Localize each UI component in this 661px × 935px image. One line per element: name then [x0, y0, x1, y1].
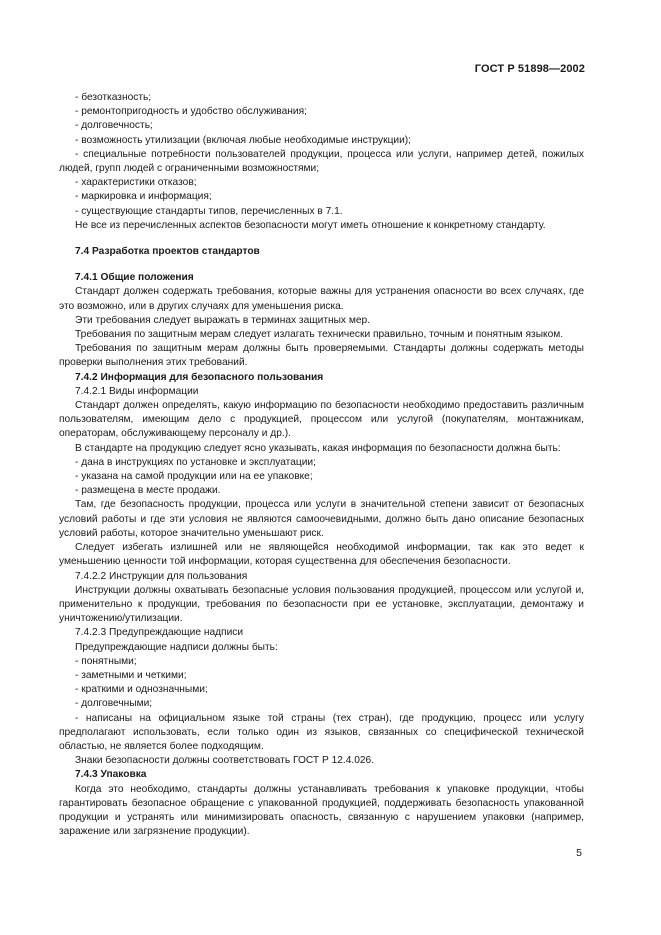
document-code: ГОСТ Р 51898—2002	[474, 63, 585, 75]
paragraph: Требования по защитным мерам следует излагать технически правильно, точным и понятным языком.	[75, 329, 564, 341]
paragraph: Следует избегать излишней или не являющейся необходимой информации, так как это ведет к уменьшению ценности той информации, которая существенна для обеспечения безопасности.	[59, 542, 584, 568]
paragraph: Стандарт должен содержать требования, которые важны для устранения опасности во всех случаях, где это возможно, или в других случаях для уменьшения риска.	[59, 286, 584, 312]
paragraph: Когда это необходимо, стандарты должны устанавливать требования к упаковке продукции, чтобы гарантировать безопасное обращение с упакованной продукцией, поддерживать безопасность упакованной продукции и устранять или минимизировать опасность, связанную с нарушением упаковки (например, заражение или загрязнение продукции).	[59, 783, 584, 838]
list-item: - маркировка и информация;	[75, 191, 212, 203]
list-item: - возможность утилизации (включая любые необходимые инструкции);	[75, 134, 412, 146]
list-item: - специальные потребности пользователей продукции, процесса или услуги, например детей, пожилых людей, групп людей с ограниченными возможностями;	[59, 148, 584, 175]
paragraph: Там, где безопасность продукции, процесса или услуги в значительной степени зависит от безопасных условий работы и где эти условия не являются самоочевидными, должно быть дано описание безопасных условий работы, которое значительно уменьшают риск.	[59, 499, 584, 539]
list-item: - краткими и однозначными;	[75, 684, 208, 696]
list-item: - ремонтопригодность и удобство обслуживания;	[75, 106, 307, 118]
intro-note: Не все из перечисленных аспектов безопасности могут иметь отношение к конкретному стандарту.	[75, 219, 546, 231]
list-item: - долговечными;	[75, 698, 153, 710]
page-number: 5	[576, 847, 582, 859]
section-7-4-2-2-title: 7.4.2.2 Инструкции для пользования	[75, 570, 248, 582]
list-item: - характеристики отказов;	[75, 177, 197, 189]
list-item: - указана на самой продукции или на ее упаковке;	[75, 471, 313, 483]
paragraph: Знаки безопасности должны соответствовать ГОСТ Р 12.4.026.	[75, 755, 375, 767]
section-7-4-title: 7.4 Разработка проектов стандартов	[75, 246, 260, 258]
section-7-4-2-title: 7.4.2 Информация для безопасного пользования	[75, 371, 324, 383]
section-7-4-3-title: 7.4.3 Упаковка	[75, 769, 147, 781]
list-item: - написаны на официальном языке той страны (тех стран), где продукцию, процесс или услугу предполагают использовать, если только один из языков, связанных со специфической технической областью, не является более подходящим.	[59, 712, 584, 752]
paragraph: В стандарте на продукцию следует ясно указывать, какая информация по безопасности должна быть:	[75, 442, 561, 454]
paragraph: Инструкции должны охватывать безопасные условия пользования продукцией, процессом или услугой и, применительно к продукции, требования по безопасности при ее установке, эксплуатации, демонтажу и уничтожению/утилизации.	[59, 584, 584, 625]
section-7-4-1-title: 7.4.1 Общие положения	[75, 272, 194, 284]
page-content	[59, 91, 584, 839]
paragraph: Эти требования следует выражать в терминах защитных мер.	[75, 314, 371, 326]
list-item: - дана в инструкциях по установке и эксплуатации;	[75, 456, 316, 468]
list-item: - понятными;	[75, 655, 137, 667]
intro-list	[59, 91, 584, 219]
list-item: - долговечность;	[75, 120, 153, 132]
section-7-4-2-1-title: 7.4.2.1 Виды информации	[75, 385, 199, 397]
list-item: - размещена в месте продажи.	[75, 485, 221, 497]
paragraph: Стандарт должен определять, какую информацию по безопасности необходимо предоставить различным пользователям, имеющим дело с продукцией, процессом или услугой (покупателям, монтажникам, операторам, обслуживающему персоналу и др.).	[59, 400, 584, 440]
list-item: - существующие стандарты типов, перечисленных в 7.1.	[75, 205, 343, 217]
section-7-4-2-3-title: 7.4.2.3 Предупреждающие надписи	[75, 627, 244, 639]
paragraph: Требования по защитным мерам должны быть проверяемыми. Стандарты должны содержать методы проверки выполнения этих требований.	[59, 343, 584, 369]
list-item: - безотказность;	[75, 92, 152, 103]
list-item: - заметными и четкими;	[75, 669, 187, 681]
paragraph: Предупреждающие надписи должны быть:	[75, 641, 278, 653]
